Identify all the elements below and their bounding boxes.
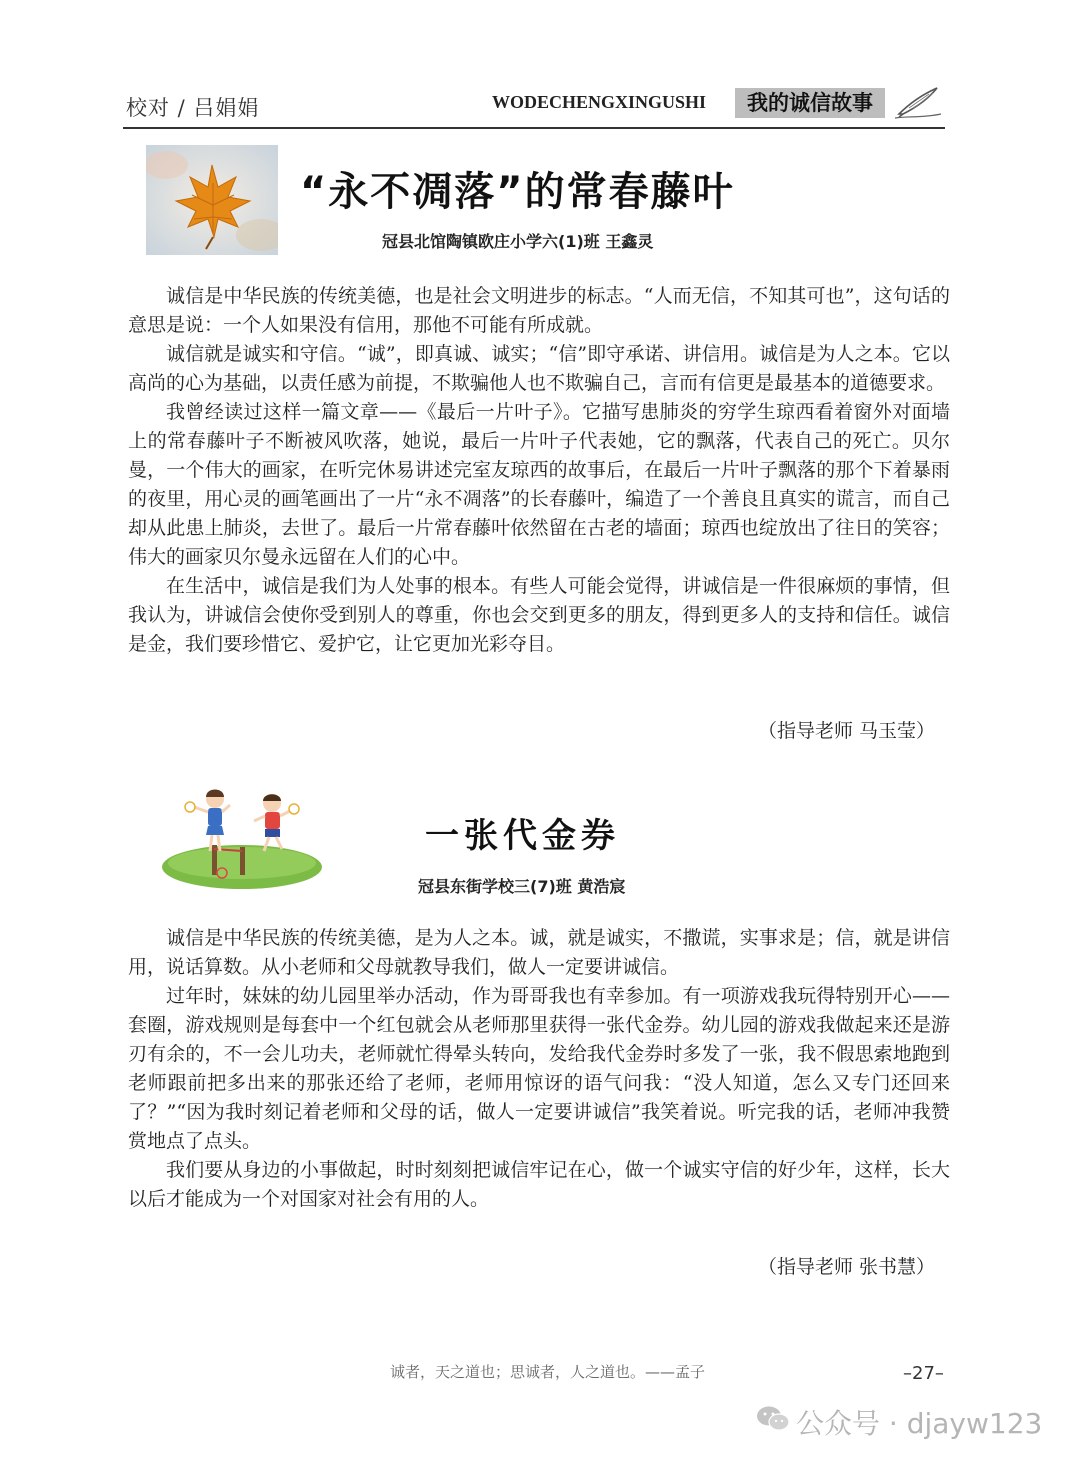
column-pinyin: WODECHENGXINGUSHI	[492, 92, 707, 112]
article-body	[128, 924, 950, 1214]
article-byline: 冠县北馆陶镇欧庄小学六(1)班 王鑫灵	[382, 232, 654, 251]
column-title: 我的诚信故事	[735, 88, 885, 118]
page-number: –27–	[903, 1363, 944, 1384]
paragraph: 过年时，妹妹的幼儿园里举办活动，作为哥哥我也有幸参加。有一项游戏我玩得特别开心——套圈，游戏规则是每套中一个红包就会从老师那里获得一张代金券。幼儿园的游戏我做起来还是游刃有余的，不一会儿功夫，老师就忙得晕头转向，发给我代金券时多发了一张，我不假思索地跑到老师跟前把多出来的那张还给了老师，老师用惊讶的语气问我：“没人知道，怎么又专门还回来了？”“因为我时刻记着老师和父母的话，做人一定要讲诚信”我笑着说。听完我的话，老师冲我赞赏地点了点头。	[128, 985, 950, 1152]
children-playing-ring-toss-image	[160, 785, 322, 889]
paragraph: 在生活中，诚信是我们为人处事的根本。有些人可能会觉得，讲诚信是一件很麻烦的事情，但我认为，讲诚信会使你受到别人的尊重，你也会交到更多的朋友，得到更多人的支持和信任。诚信是金，我们要珍惜它、爱护它，让它更加光彩夺目。	[128, 575, 950, 655]
proofreader-credit: 校对 / 吕娟娟	[126, 96, 260, 120]
article-body	[128, 282, 950, 659]
wechat-icon	[756, 1405, 790, 1433]
quill-pen-icon	[893, 84, 943, 120]
article-byline: 冠县东街学校三(7)班 黄浩宸	[418, 877, 626, 896]
footer-quote: 诚者，天之道也；思诚者，人之道也。——孟子	[390, 1363, 706, 1381]
autumn-maple-leaf-image	[146, 145, 278, 255]
paragraph: 我曾经读过这样一篇文章——《最后一片叶子》。它描写患肺炎的穷学生琼西看着窗外对面墙上的常春藤叶子不断被风吹落，她说，最后一片叶子代表她，它的飘落，代表自己的死亡。贝尔曼，一个伟大的画家，在听完休易讲述完室友琼西的故事后，在最后一片叶子飘落的那个下着暴雨的夜里，用心灵的画笔画出了一片“永不凋落”的长春藤叶，编造了一个善良且真实的谎言，而自己却从此患上肺炎，去世了。最后一片常春藤叶依然留在古老的墙面；琼西也绽放出了往日的笑容；伟大的画家贝尔曼永远留在人们的心中。	[128, 401, 950, 568]
paragraph: 诚信是中华民族的传统美德，是为人之本。诚，就是诚实，不撒谎，实事求是；信，就是讲信用，说话算数。从小老师和父母就教导我们，做人一定要讲诚信。	[128, 927, 950, 978]
article-title: “永不凋落”的常春藤叶	[300, 169, 735, 215]
article-title: 一张代金券	[425, 816, 620, 856]
paragraph: 诚信是中华民族的传统美德，也是社会文明进步的标志。“人而无信，不知其可也”，这句话的意思是说：一个人如果没有信用，那他不可能有所成就。	[128, 285, 950, 336]
header-rule	[123, 127, 945, 129]
advisor-credit: （指导老师 张书慧）	[758, 1256, 936, 1278]
advisor-credit: （指导老师 马玉莹）	[758, 720, 936, 742]
watermark: 公众号 · djayw123	[796, 1407, 1043, 1440]
paragraph: 我们要从身边的小事做起，时时刻刻把诚信牢记在心，做一个诚实守信的好少年，这样，长大以后才能成为一个对国家对社会有用的人。	[128, 1159, 950, 1210]
paragraph: 诚信就是诚实和守信。“诚”，即真诚、诚实；“信”即守承诺、讲信用。诚信是为人之本。它以高尚的心为基础，以责任感为前提，不欺骗他人也不欺骗自己，言而有信更是最基本的道德要求。	[128, 343, 950, 394]
